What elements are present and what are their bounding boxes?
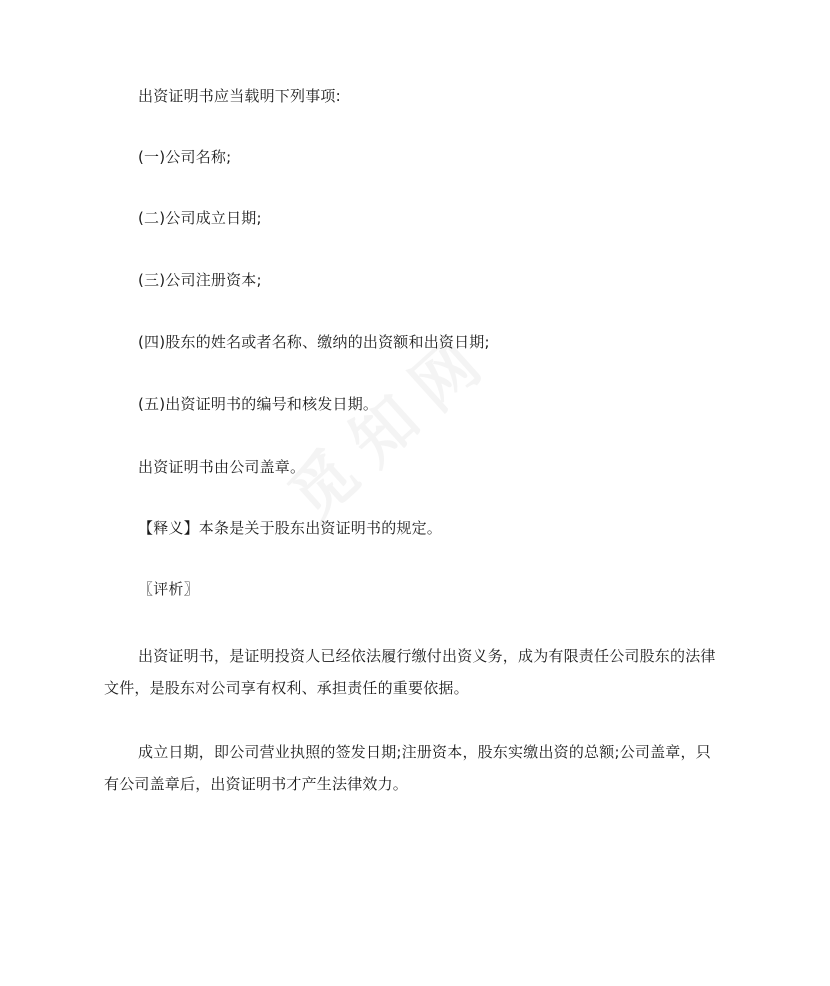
text-line-interpretation: 【释义】本条是关于股东出资证明书的规定。 xyxy=(138,519,443,537)
text-line-comment-heading: 〖评析〗 xyxy=(138,580,199,598)
list-item-company-name: (一)公司名称; xyxy=(138,148,232,166)
list-item-registered-capital: (三)公司注册资本; xyxy=(138,271,262,289)
paragraph-explanation: 成立日期，即公司营业执照的签发日期;注册资本，股东实缴出资的总额;公司盖章，只有公司盖章后，出资证明书才产生法律效力。 xyxy=(104,743,711,793)
list-item-shareholder-info: (四)股东的姓名或者名称、缴纳的出资额和出资日期; xyxy=(138,333,490,351)
paragraph-definition: 出资证明书，是证明投资人已经依法履行缴付出资义务，成为有限责任公司股东的法律文件，是股东对公司享有权利、承担责任的重要依据。 xyxy=(104,647,716,697)
list-item-certificate-number: (五)出资证明书的编号和核发日期。 xyxy=(138,395,379,413)
text-line-heading: 出资证明书应当载明下列事项: xyxy=(138,87,341,105)
text-line-company-seal: 出资证明书由公司盖章。 xyxy=(138,458,306,476)
list-item-establish-date: (二)公司成立日期; xyxy=(138,209,262,227)
